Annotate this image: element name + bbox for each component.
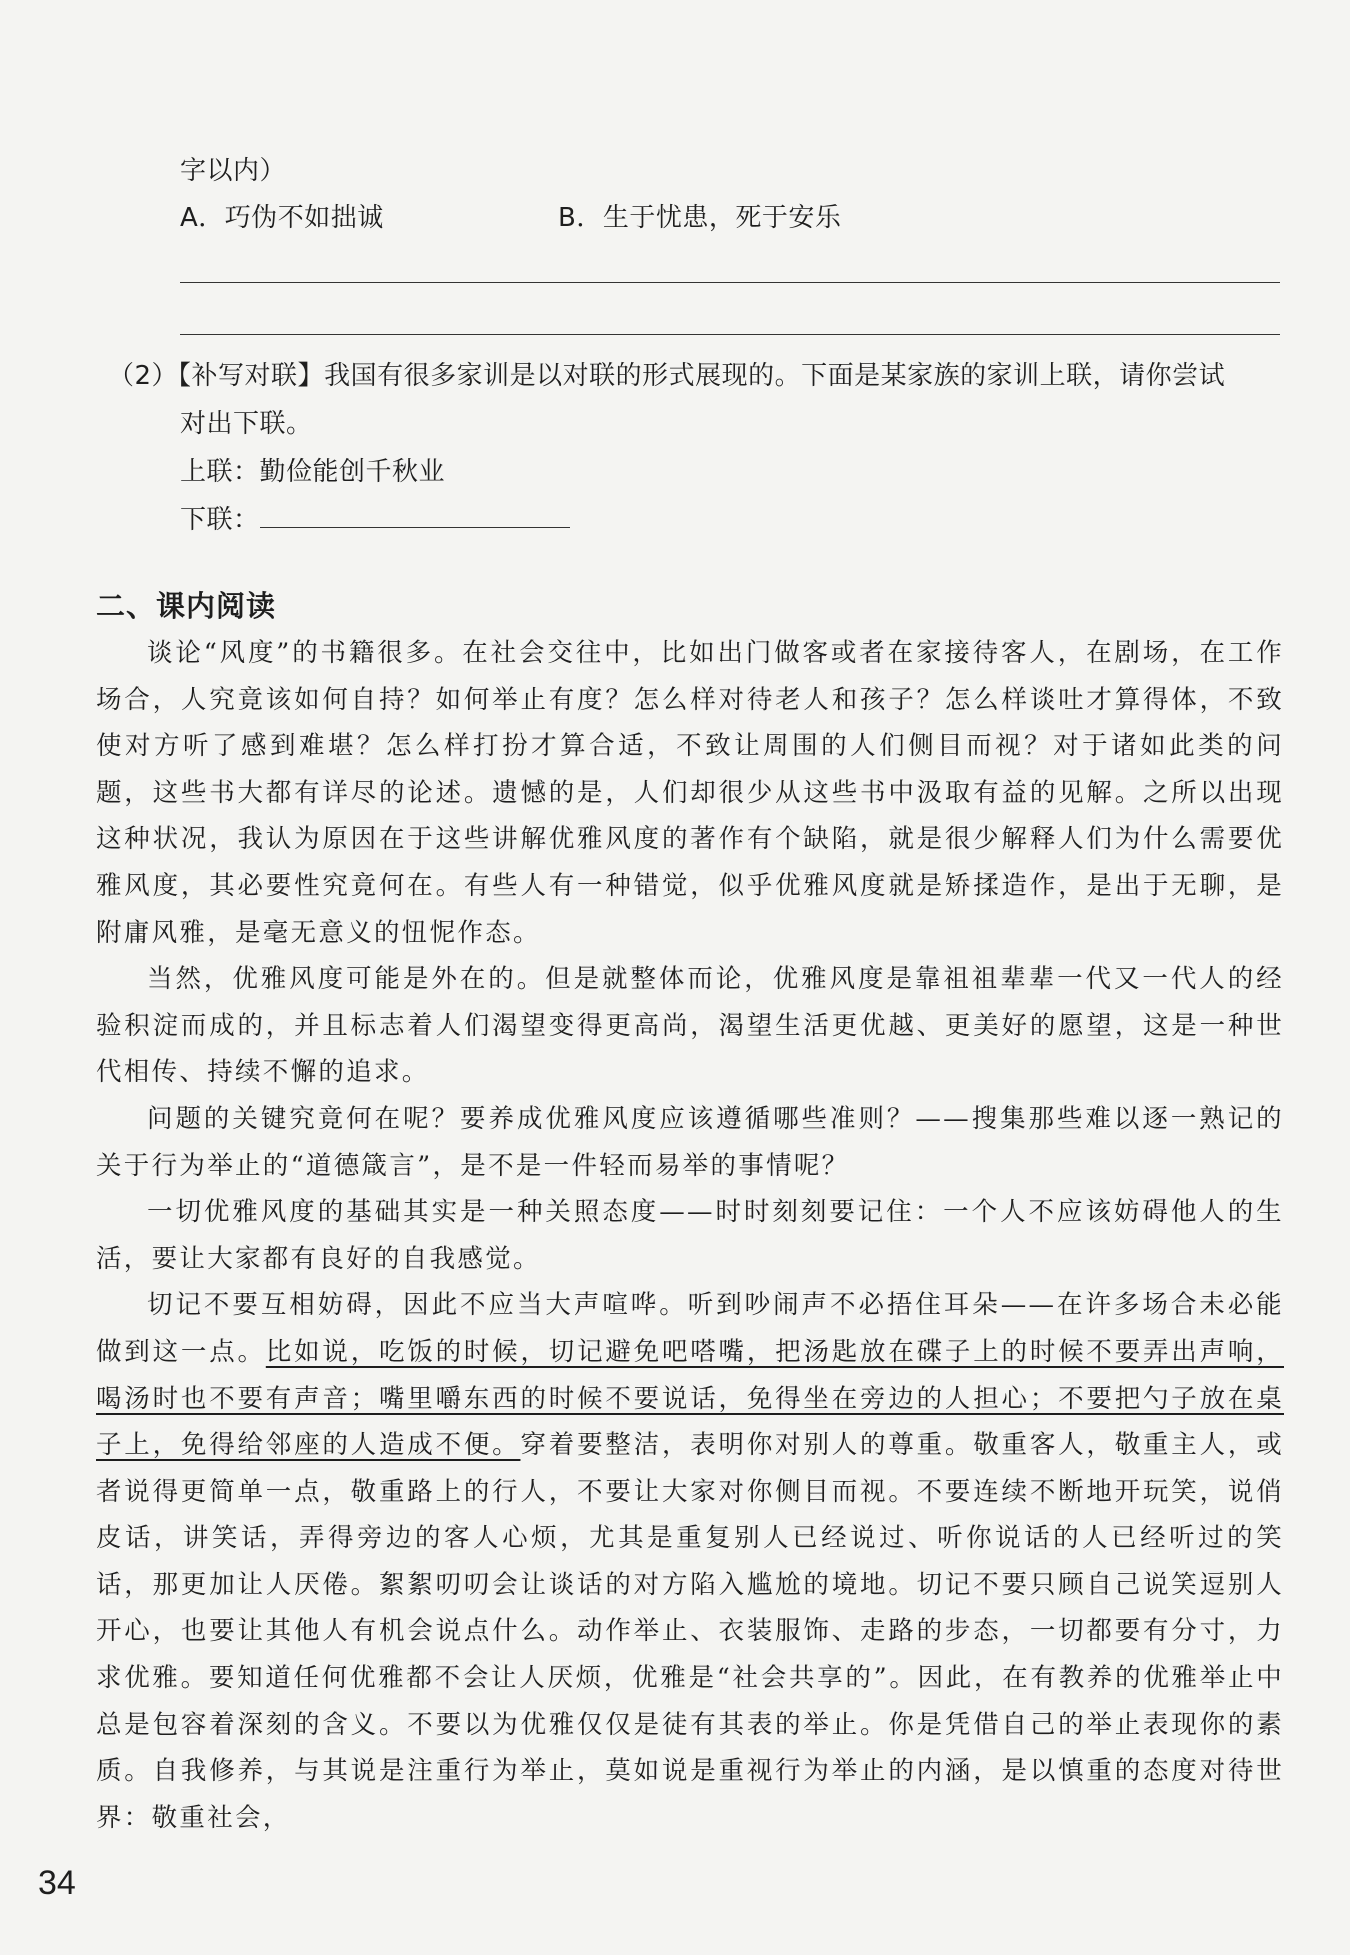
lower-couplet-label: 下联：	[180, 505, 260, 535]
question-2-number: （2）	[108, 361, 179, 391]
lower-couplet	[108, 496, 1288, 544]
paragraph-5-rest: 穿着要整洁，表明你对别人的尊重。敬重客人，敬重主人，或者说得更简单一点，敬重路上的行人，不要让大家对你侧目而视。不要连续不断地开玩笑，说俏皮话，讲笑话，弄得旁边的客人心烦，尤其是重复别人已经说过、听你说话的人已经听过的笑话，那更加让人厌倦。絮絮叨叨会让谈话的对方陷入尴尬的境地。切记不要只顾自己说笑逗别人开心，也要让其他人有机会说点什么。动作举止、衣装服饰、走路的步态，一切都要有分寸，力求优雅。要知道任何优雅都不会让人厌烦，优雅是“社会共享的”。因此，在有教养的优雅举止中总是包容着深刻的含义。不要以为优雅仅仅是徒有其表的举止。你是凭借自己的举止表现你的素质。自我修养，与其说是注重行为举止，莫如说是重视行为举止的内涵，是以慎重的态度对待世界：敬重社会，	[96, 1430, 1284, 1833]
upper-couplet-text: 勤俭能创千秋业	[259, 457, 446, 487]
question-2-prompt	[108, 352, 1288, 448]
answer-blank-line-2[interactable]	[180, 334, 1280, 335]
reading-passage	[96, 630, 1284, 1841]
underlined-sentence: 比如说，吃饭的时候，切记避免吧嗒嘴，把汤匙放在碟子上的时候不要弄出声响，喝汤时也不要有声音；嘴里嚼东西的时候不要说话，免得坐在旁边的人担心；不要把勺子放在桌子上，免得给邻座的人造成不便。	[96, 1336, 1284, 1461]
paragraph-3: 问题的关键究竟何在呢？要养成优雅风度应该遵循哪些准则？——搜集那些难以逐一熟记的关于行为举止的“道德箴言”，是不是一件轻而易举的事情呢？	[96, 1103, 1284, 1181]
paragraph-1: 谈论“风度”的书籍很多。在社会交往中，比如出门做客或者在家接待客人，在剧场，在工作场合，人究竟该如何自持？如何举止有度？怎么样对待老人和孩子？怎么样谈吐才算得体，不致使对方听了感到难堪？怎么样打扮才算合适，不致让周围的人们侧目而视？对于诸如此类的问题，这些书大都有详尽的论述。遗憾的是，人们却很少从这些书中汲取有益的见解。之所以出现这种状况，我认为原因在于这些讲解优雅风度的著作有个缺陷，就是很少解释人们为什么需要优雅风度，其必要性究竟何在。有些人有一种错觉，似乎优雅风度就是矫揉造作，是出于无聊，是附庸风雅，是毫无意义的忸怩作态。	[96, 638, 1284, 948]
question-2-title: 【补写对联】	[178, 361, 325, 391]
upper-couplet	[108, 448, 1288, 496]
q1-option-a: A．巧伪不如拙诚	[180, 203, 384, 233]
question-2	[108, 352, 1288, 544]
page-number: 34	[38, 1864, 76, 1902]
q1-tail-text: 字以内）	[180, 156, 287, 186]
paragraph-5-start: 切记不要互相妨碍，因此不应当大声喧哗。听到吵闹声不必捂住耳朵——在许多场合未必能做到这一点。	[96, 1290, 1284, 1367]
paragraph-4: 一切优雅风度的基础其实是一种关照态度——时时刻刻要记住：一个人不应该妨碍他人的生活，要让大家都有良好的自我感觉。	[96, 1197, 1284, 1274]
lower-couplet-blank[interactable]	[260, 503, 570, 528]
section-title: 二、课内阅读	[96, 589, 277, 623]
question-2-prompt-line1: 我国有很多家训是以对联的形式展现的。下面是某家族的家训上联，请你尝试	[324, 361, 1226, 391]
paragraph-5	[96, 1282, 1284, 1841]
q1-option-b: B．生于忧患，死于安乐	[558, 203, 842, 233]
upper-couplet-label: 上联：	[180, 457, 260, 487]
question-2-prompt-line2: 对出下联。	[180, 409, 313, 439]
paragraph-2: 当然，优雅风度可能是外在的。但是就整体而论，优雅风度是靠祖祖辈辈一代又一代人的经验积淀而成的，并且标志着人们渴望变得更高尚，渴望生活更优越、更美好的愿望，这是一种世代相传、持续不懈的追求。	[96, 964, 1284, 1088]
answer-blank-line-1[interactable]	[180, 282, 1280, 283]
